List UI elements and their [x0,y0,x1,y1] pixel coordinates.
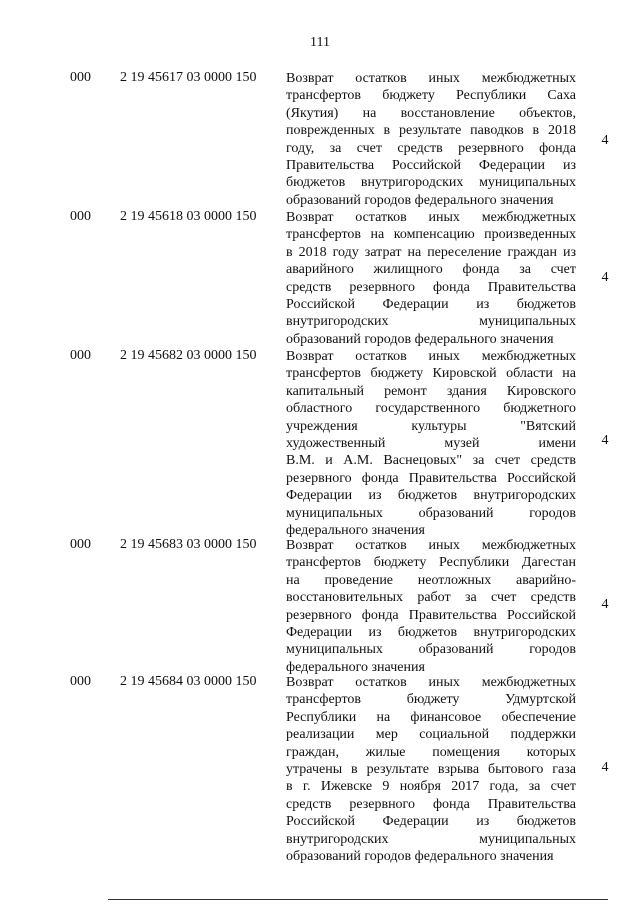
description-line: граждан, жилые помещения которых [286,744,576,760]
description-line: образований городов федерального значения [286,192,554,208]
amount: 4 [601,270,609,285]
description-line: федерального значения [286,522,425,538]
description-line: художественный музей имени [286,435,576,451]
description-line: В.М. и А.М. Васнецовых" за счет средств [286,453,576,469]
description-line: в г. Ижевске 9 ноября 2017 года, за счет [286,779,576,795]
description [286,70,576,209]
amount: 4 [601,133,609,148]
description-line: (Якутия) на восстановление объектов, [286,105,576,121]
admin-code: 000 [70,348,91,363]
description-line: Возврат остатков иных межбюджетных [286,210,576,225]
budget-code: 2 19 45684 03 0000 150 [120,674,257,689]
description-line: Федерации из бюджетов внутригородских [286,624,576,640]
budget-code: 2 19 45682 03 0000 150 [120,348,257,363]
admin-code: 000 [70,209,91,224]
description-line: трансфертов бюджету Республики Дагестан [286,555,576,571]
description-line: утрачены в результате взрыва бытового газа [286,761,576,777]
description [286,348,576,539]
amount: 4 [601,760,609,775]
description-line: на проведение неотложных аварийно- [286,572,576,588]
description-line: Возврат остатков иных межбюджетных [286,71,576,86]
description [286,674,576,865]
description-line: поврежденных в результате паводков в 2018 [286,123,576,139]
description-line: трансфертов бюджету Кировской области на [286,366,576,382]
description-line: средств резервного фонда Правительства [286,279,576,295]
description-line: Российской Федерации из бюджетов [286,296,576,312]
bottom-rule [108,899,608,900]
description-line: восстановительных работ за счет средств [286,590,576,606]
budget-code: 2 19 45617 03 0000 150 [120,70,257,85]
admin-code: 000 [70,537,91,552]
description-line: году, за счет средств резервного фонда [286,140,576,156]
description-line: трансфертов бюджету Республики Саха [286,88,576,104]
description-line: образований городов федерального значения [286,331,554,347]
budget-code: 2 19 45683 03 0000 150 [120,537,257,552]
description-line: Возврат остатков иных межбюджетных [286,538,576,553]
description-line: Правительства Российской Федерации из [286,157,576,173]
amount: 4 [601,433,609,448]
admin-code: 000 [70,674,91,689]
description-line: Возврат остатков иных межбюджетных [286,349,576,364]
description-line: бюджетов внутригородских муниципальных [286,175,576,191]
description-line: муниципальных образований городов [286,505,576,521]
description-line: внутригородских муниципальных [286,314,576,330]
admin-code: 000 [70,70,91,85]
description [286,209,576,348]
description-line: областного государственного бюджетного [286,401,576,417]
description-line: трансфертов бюджету Удмуртской [286,692,576,708]
description-line: реализации мер социальной поддержки [286,727,576,743]
description-line: в 2018 году затрат на переселение граждан из [286,244,576,260]
description-line: резервного фонда Правительства Российской [286,607,576,623]
description [286,537,576,676]
description-line: Республики на финансовое обеспечение [286,709,576,725]
description-line: капитальный ремонт здания Кировского [286,383,576,399]
description-line: резервного фонда Правительства Российской [286,470,576,486]
description-line: аварийного жилищного фонда за счет [286,262,576,278]
description-line: Возврат остатков иных межбюджетных [286,675,576,690]
description-line: средств резервного фонда Правительства [286,796,576,812]
description-line: трансфертов на компенсацию произведенных [286,227,576,243]
description-line: федерального значения [286,659,425,675]
budget-code: 2 19 45618 03 0000 150 [120,209,257,224]
description-line: внутригородских муниципальных [286,831,576,847]
description-line: учреждения культуры "Вятский [286,418,576,434]
page-number: 111 [310,35,330,50]
amount: 4 [601,597,609,612]
description-line: Федерации из бюджетов внутригородских [286,488,576,504]
description-line: муниципальных образований городов [286,642,576,658]
description-line: Российской Федерации из бюджетов [286,814,576,830]
description-line: образований городов федерального значения [286,848,554,864]
